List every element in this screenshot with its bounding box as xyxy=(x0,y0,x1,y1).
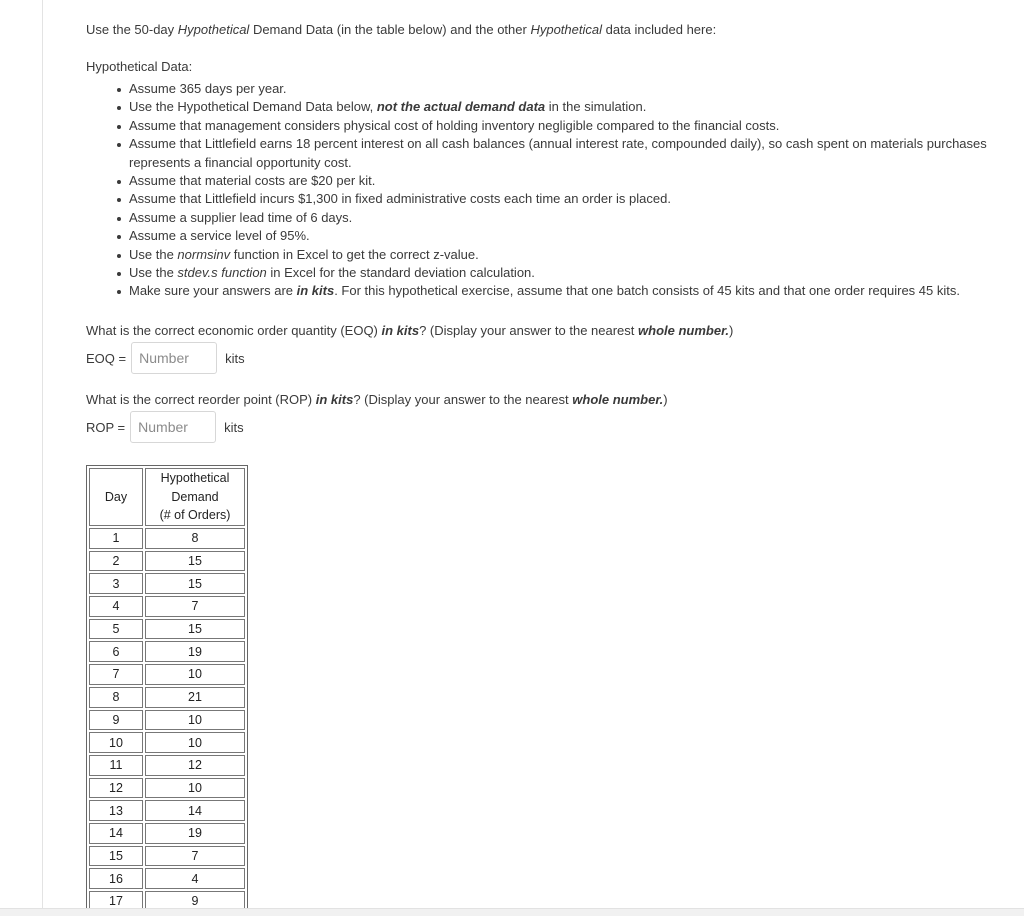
day-column-header: Day xyxy=(89,468,143,526)
list-item: Assume that Littlefield earns 18 percent interest on all cash balances (annual interest rate, compounded daily), so cash spent on materials purchases represents a financial opportunity cost. xyxy=(129,135,996,172)
demand-cell: 10 xyxy=(145,710,245,731)
day-cell: 6 xyxy=(89,641,143,662)
eoq-unit: kits xyxy=(225,350,245,366)
demand-cell: 15 xyxy=(145,619,245,640)
question-content xyxy=(86,0,996,908)
rop-label: ROP = xyxy=(86,419,126,435)
table-row xyxy=(89,710,245,731)
list-item: Assume a service level of 95%. xyxy=(129,227,996,245)
day-cell: 8 xyxy=(89,687,143,708)
table-row xyxy=(89,823,245,844)
day-cell: 14 xyxy=(89,823,143,844)
rop-input[interactable] xyxy=(130,411,216,443)
rop-answer-row xyxy=(86,411,244,443)
list-item: Use the Hypothetical Demand Data below, not the actual demand data in the simulation. xyxy=(129,98,996,116)
day-cell: 13 xyxy=(89,800,143,821)
list-item: Make sure your answers are in kits. For this hypothetical exercise, assume that one batch consists of 45 kits and that one order requires 45 kits. xyxy=(129,282,996,300)
rop-question: What is the correct reorder point (ROP) in kits? (Display your answer to the nearest whole number.) xyxy=(86,392,668,407)
eoq-answer-row xyxy=(86,342,245,374)
table-row xyxy=(89,551,245,572)
table-row xyxy=(89,573,245,594)
rop-unit: kits xyxy=(224,419,244,435)
table-row xyxy=(89,891,245,908)
day-cell: 10 xyxy=(89,732,143,753)
table-row xyxy=(89,596,245,617)
table-row xyxy=(89,687,245,708)
day-cell: 5 xyxy=(89,619,143,640)
demand-cell: 7 xyxy=(145,846,245,867)
demand-cell: 12 xyxy=(145,755,245,776)
day-cell: 9 xyxy=(89,710,143,731)
list-item: Use the normsinv function in Excel to get the correct z-value. xyxy=(129,246,996,264)
day-cell: 4 xyxy=(89,596,143,617)
demand-cell: 14 xyxy=(145,800,245,821)
table-row xyxy=(89,619,245,640)
list-item: Assume that material costs are $20 per kit. xyxy=(129,172,996,190)
demand-cell: 19 xyxy=(145,823,245,844)
demand-cell: 15 xyxy=(145,573,245,594)
assumptions-list xyxy=(86,80,996,301)
eoq-input[interactable] xyxy=(131,342,217,374)
demand-cell: 10 xyxy=(145,732,245,753)
day-cell: 3 xyxy=(89,573,143,594)
table-header-row xyxy=(89,468,245,526)
table-row xyxy=(89,528,245,549)
list-item: Use the stdev.s function in Excel for the standard deviation calculation. xyxy=(129,264,996,282)
intro-text: Use the 50-day Hypothetical Demand Data (in the table below) and the other Hypothetical data included here: xyxy=(86,22,717,37)
demand-cell: 19 xyxy=(145,641,245,662)
day-cell: 1 xyxy=(89,528,143,549)
hypothetical-data-heading: Hypothetical Data: xyxy=(86,59,193,74)
table-row xyxy=(89,641,245,662)
eoq-label: EOQ = xyxy=(86,350,127,366)
eoq-question: What is the correct economic order quantity (EOQ) in kits? (Display your answer to the nearest whole number.) xyxy=(86,323,734,338)
demand-table xyxy=(86,465,248,908)
day-cell: 11 xyxy=(89,755,143,776)
list-item: Assume a supplier lead time of 6 days. xyxy=(129,209,996,227)
table-row xyxy=(89,778,245,799)
table-row xyxy=(89,732,245,753)
list-item: Assume that Littlefield incurs $1,300 in fixed administrative costs each time an order is placed. xyxy=(129,190,996,208)
demand-cell: 21 xyxy=(145,687,245,708)
table-row xyxy=(89,846,245,867)
demand-table-viewport xyxy=(86,465,248,908)
day-cell: 12 xyxy=(89,778,143,799)
demand-cell: 8 xyxy=(145,528,245,549)
table-row xyxy=(89,868,245,889)
demand-cell: 15 xyxy=(145,551,245,572)
scroll-bottom-strip xyxy=(0,908,1024,916)
day-cell: 17 xyxy=(89,891,143,908)
day-cell: 7 xyxy=(89,664,143,685)
left-divider xyxy=(42,0,43,910)
list-item: Assume that management considers physical cost of holding inventory negligible compared to the financial costs. xyxy=(129,117,996,135)
day-cell: 16 xyxy=(89,868,143,889)
demand-cell: 9 xyxy=(145,891,245,908)
day-cell: 15 xyxy=(89,846,143,867)
table-row xyxy=(89,800,245,821)
demand-cell: 4 xyxy=(145,868,245,889)
list-item: Assume 365 days per year. xyxy=(129,80,996,98)
demand-cell: 7 xyxy=(145,596,245,617)
demand-column-header: Hypothetical Demand (# of Orders) xyxy=(145,468,245,526)
table-row xyxy=(89,755,245,776)
demand-cell: 10 xyxy=(145,664,245,685)
day-cell: 2 xyxy=(89,551,143,572)
table-row xyxy=(89,664,245,685)
demand-cell: 10 xyxy=(145,778,245,799)
